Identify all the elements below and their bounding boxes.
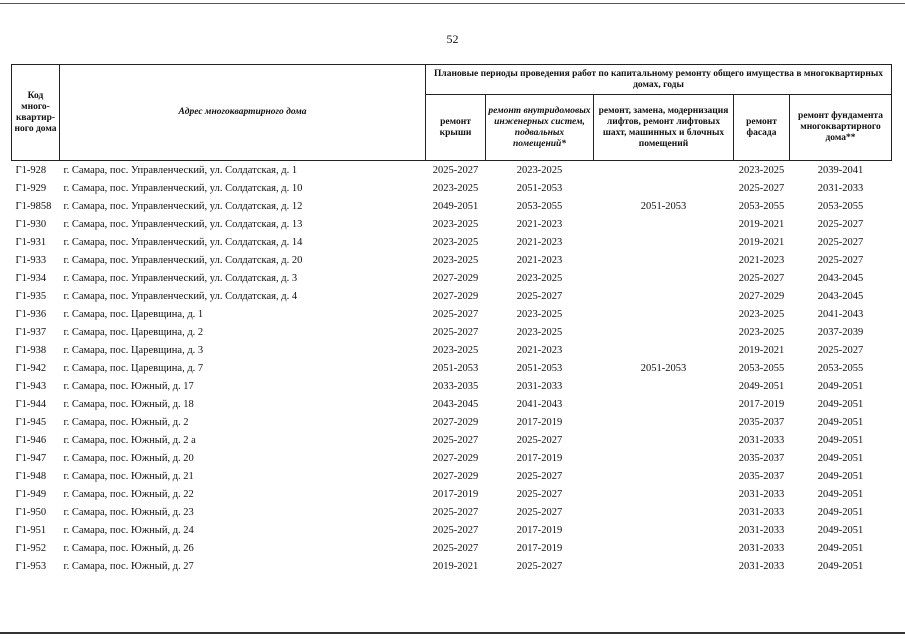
- row-foundation: 2049-2051: [817, 470, 864, 482]
- row-systems: 2021-2023: [516, 218, 563, 230]
- row-code: Г1-943: [15, 380, 47, 392]
- row-address: г. Самара, пос. Управленческий, ул. Солдатская, д. 12: [63, 200, 303, 212]
- row-systems: 2017-2019: [516, 416, 563, 428]
- row-roof: 2025-2027: [432, 506, 479, 518]
- row-facade: 2023-2025: [738, 308, 785, 320]
- header-systems: ремонт внутридомовых инженерных систем, подвальных помещений*: [486, 95, 594, 161]
- row-roof: 2025-2027: [432, 434, 479, 446]
- table-row: [12, 557, 892, 575]
- row-facade: 2031-2033: [738, 488, 785, 500]
- row-code: Г1-931: [15, 236, 47, 248]
- row-foundation: 2049-2051: [817, 488, 864, 500]
- row-foundation: 2049-2051: [817, 560, 864, 572]
- table-row: [12, 215, 892, 233]
- row-foundation: 2043-2045: [817, 290, 864, 302]
- table-row: [12, 341, 892, 359]
- header-code: Код много-квартир-ного дома: [12, 65, 60, 161]
- row-code: Г1-948: [15, 470, 47, 482]
- row-address: г. Самара, пос. Управленческий, ул. Солдатская, д. 3: [63, 272, 298, 284]
- row-foundation: 2049-2051: [817, 434, 864, 446]
- row-address: г. Самара, пос. Управленческий, ул. Солдатская, д. 10: [63, 182, 303, 194]
- table-row: [12, 395, 892, 413]
- table-row: [12, 359, 892, 377]
- bottom-rule: [0, 632, 905, 634]
- row-elevators: 2051-2053: [640, 362, 687, 374]
- table-row: [12, 539, 892, 557]
- row-roof: 2051-2053: [432, 362, 479, 374]
- row-systems: 2031-2033: [516, 380, 563, 392]
- row-facade: 2035-2037: [738, 470, 785, 482]
- row-code: Г1-946: [15, 434, 47, 446]
- row-elevators: [594, 179, 734, 197]
- row-foundation: 2049-2051: [817, 542, 864, 554]
- row-roof: 2023-2025: [432, 182, 479, 194]
- row-code: Г1-952: [15, 542, 47, 554]
- row-foundation: 2049-2051: [817, 452, 864, 464]
- row-foundation: 2049-2051: [817, 524, 864, 536]
- row-elevators: [594, 521, 734, 539]
- row-address: г. Самара, пос. Южный, д. 27: [63, 560, 194, 572]
- row-elevators: [594, 251, 734, 269]
- row-systems: 2023-2025: [516, 326, 563, 338]
- row-facade: 2031-2033: [738, 524, 785, 536]
- row-code: Г1-935: [15, 290, 47, 302]
- row-address: г. Самара, пос. Управленческий, ул. Солдатская, д. 14: [63, 236, 303, 248]
- table-row: [12, 161, 892, 180]
- row-elevators: [594, 377, 734, 395]
- row-elevators: [594, 305, 734, 323]
- row-address: г. Самара, пос. Управленческий, ул. Солдатская, д. 4: [63, 290, 298, 302]
- table-row: [12, 323, 892, 341]
- table-row: [12, 467, 892, 485]
- row-code: Г1-947: [15, 452, 47, 464]
- row-code: Г1-938: [15, 344, 47, 356]
- row-roof: 2027-2029: [432, 416, 479, 428]
- row-code: Г1-936: [15, 308, 47, 320]
- row-elevators: [594, 503, 734, 521]
- table-row: [12, 413, 892, 431]
- row-roof: 2025-2027: [432, 308, 479, 320]
- row-facade: 2053-2055: [738, 200, 785, 212]
- table-body: [12, 161, 892, 576]
- table-header: [12, 65, 892, 161]
- row-elevators: [594, 539, 734, 557]
- row-facade: 2019-2021: [738, 344, 785, 356]
- row-address: г. Самара, пос. Южный, д. 22: [63, 488, 194, 500]
- row-systems: 2021-2023: [516, 344, 563, 356]
- row-roof: 2043-2045: [432, 398, 479, 410]
- row-elevators: [594, 557, 734, 575]
- row-facade: 2031-2033: [738, 506, 785, 518]
- table-row: [12, 233, 892, 251]
- row-elevators: [594, 323, 734, 341]
- header-address: Адрес многоквартирного дома: [60, 65, 426, 161]
- row-systems: 2025-2027: [516, 290, 563, 302]
- table-row: [12, 251, 892, 269]
- table-row: [12, 179, 892, 197]
- row-code: Г1-944: [15, 398, 47, 410]
- table-row: [12, 521, 892, 539]
- row-systems: 2021-2023: [516, 254, 563, 266]
- row-foundation: 2043-2045: [817, 272, 864, 284]
- row-facade: 2019-2021: [738, 218, 785, 230]
- row-roof: 2025-2027: [432, 524, 479, 536]
- row-facade: 2025-2027: [738, 272, 785, 284]
- row-systems: 2023-2025: [516, 272, 563, 284]
- row-elevators: [594, 467, 734, 485]
- row-systems: 2025-2027: [516, 506, 563, 518]
- row-foundation: 2053-2055: [817, 200, 864, 212]
- table-row: [12, 269, 892, 287]
- row-address: г. Самара, пос. Южный, д. 18: [63, 398, 194, 410]
- row-foundation: 2025-2027: [817, 236, 864, 248]
- row-code: Г1-934: [15, 272, 47, 284]
- row-roof: 2023-2025: [432, 236, 479, 248]
- header-periods: Плановые периоды проведения работ по капитальному ремонту общего имущества в многоквартирных домах, годы: [426, 65, 892, 95]
- row-address: г. Самара, пос. Управленческий, ул. Солдатская, д. 13: [63, 218, 303, 230]
- top-rule: [0, 3, 905, 4]
- row-systems: 2051-2053: [516, 182, 563, 194]
- header-facade: ремонт фасада: [734, 95, 790, 161]
- row-facade: 2019-2021: [738, 236, 785, 248]
- row-roof: 2017-2019: [432, 488, 479, 500]
- row-address: г. Самара, пос. Управленческий, ул. Солдатская, д. 1: [63, 164, 298, 176]
- row-roof: 2027-2029: [432, 470, 479, 482]
- row-roof: 2025-2027: [432, 326, 479, 338]
- row-elevators: [594, 395, 734, 413]
- row-facade: 2025-2027: [738, 182, 785, 194]
- row-foundation: 2031-2033: [817, 182, 864, 194]
- row-roof: 2049-2051: [432, 200, 479, 212]
- row-roof: 2027-2029: [432, 290, 479, 302]
- row-code: Г1-933: [15, 254, 47, 266]
- row-foundation: 2053-2055: [817, 362, 864, 374]
- row-code: Г1-9858: [15, 200, 52, 212]
- row-foundation: 2049-2051: [817, 398, 864, 410]
- row-systems: 2025-2027: [516, 470, 563, 482]
- page-number: 52: [446, 32, 459, 46]
- row-foundation: 2025-2027: [817, 344, 864, 356]
- row-facade: 2021-2023: [738, 254, 785, 266]
- row-roof: 2027-2029: [432, 272, 479, 284]
- row-code: Г1-928: [15, 164, 47, 176]
- row-elevators: [594, 449, 734, 467]
- header-foundation: ремонт фундамента многоквартирного дома**: [790, 95, 892, 161]
- row-code: Г1-930: [15, 218, 47, 230]
- row-systems: 2023-2025: [516, 164, 563, 176]
- row-facade: 2017-2019: [738, 398, 785, 410]
- row-address: г. Самара, пос. Южный, д. 24: [63, 524, 194, 536]
- row-foundation: 2037-2039: [817, 326, 864, 338]
- row-code: Г1-937: [15, 326, 47, 338]
- row-facade: 2031-2033: [738, 560, 785, 572]
- row-roof: 2025-2027: [432, 542, 479, 554]
- row-code: Г1-953: [15, 560, 47, 572]
- row-facade: 2035-2037: [738, 452, 785, 464]
- row-code: Г1-942: [15, 362, 47, 374]
- row-elevators: [594, 161, 734, 180]
- row-address: г. Самара, пос. Южный, д. 23: [63, 506, 194, 518]
- row-systems: 2017-2019: [516, 452, 563, 464]
- row-address: г. Самара, пос. Царевщина, д. 3: [63, 344, 204, 356]
- row-elevators: [594, 269, 734, 287]
- row-address: г. Самара, пос. Царевщина, д. 7: [63, 362, 204, 374]
- row-roof: 2027-2029: [432, 452, 479, 464]
- row-facade: 2035-2037: [738, 416, 785, 428]
- row-address: г. Самара, пос. Южный, д. 26: [63, 542, 194, 554]
- row-systems: 2041-2043: [516, 398, 563, 410]
- row-code: Г1-951: [15, 524, 47, 536]
- row-address: г. Самара, пос. Управленческий, ул. Солдатская, д. 20: [63, 254, 303, 266]
- row-address: г. Самара, пос. Южный, д. 2 а: [63, 434, 196, 446]
- row-roof: 2023-2025: [432, 254, 479, 266]
- header-elevators: ремонт, замена, модернизация лифтов, ремонт лифтовых шахт, машинных и блочных помещений: [594, 95, 734, 161]
- header-roof: ремонт крыши: [426, 95, 486, 161]
- row-systems: 2025-2027: [516, 560, 563, 572]
- repair-schedule-table: [11, 64, 892, 575]
- row-roof: 2019-2021: [432, 560, 479, 572]
- table-row: [12, 431, 892, 449]
- row-roof: 2023-2025: [432, 218, 479, 230]
- row-systems: 2023-2025: [516, 308, 563, 320]
- row-systems: 2025-2027: [516, 434, 563, 446]
- row-facade: 2023-2025: [738, 326, 785, 338]
- row-address: г. Самара, пос. Южный, д. 21: [63, 470, 194, 482]
- row-code: Г1-950: [15, 506, 47, 518]
- row-roof: 2033-2035: [432, 380, 479, 392]
- row-address: г. Самара, пос. Южный, д. 20: [63, 452, 194, 464]
- row-facade: 2031-2033: [738, 434, 785, 446]
- row-foundation: 2049-2051: [817, 506, 864, 518]
- table-row: [12, 197, 892, 215]
- row-code: Г1-929: [15, 182, 47, 194]
- row-facade: 2023-2025: [738, 164, 785, 176]
- row-systems: 2017-2019: [516, 524, 563, 536]
- table-row: [12, 449, 892, 467]
- row-foundation: 2041-2043: [817, 308, 864, 320]
- row-systems: 2025-2027: [516, 488, 563, 500]
- row-elevators: [594, 215, 734, 233]
- row-facade: 2027-2029: [738, 290, 785, 302]
- row-foundation: 2025-2027: [817, 218, 864, 230]
- table-row: [12, 503, 892, 521]
- row-foundation: 2049-2051: [817, 416, 864, 428]
- row-facade: 2049-2051: [738, 380, 785, 392]
- table-row: [12, 377, 892, 395]
- row-facade: 2053-2055: [738, 362, 785, 374]
- table-row: [12, 485, 892, 503]
- row-code: Г1-945: [15, 416, 47, 428]
- row-systems: 2053-2055: [516, 200, 563, 212]
- row-systems: 2021-2023: [516, 236, 563, 248]
- row-elevators: [594, 413, 734, 431]
- table-row: [12, 305, 892, 323]
- row-elevators: [594, 341, 734, 359]
- row-elevators: [594, 431, 734, 449]
- row-elevators: [594, 233, 734, 251]
- row-systems: 2017-2019: [516, 542, 563, 554]
- row-elevators: 2051-2053: [640, 200, 687, 212]
- row-foundation: 2039-2041: [817, 164, 864, 176]
- row-foundation: 2049-2051: [817, 380, 864, 392]
- row-address: г. Самара, пос. Южный, д. 17: [63, 380, 194, 392]
- row-code: Г1-949: [15, 488, 47, 500]
- row-address: г. Самара, пос. Царевщина, д. 2: [63, 326, 204, 338]
- row-elevators: [594, 287, 734, 305]
- row-roof: 2023-2025: [432, 344, 479, 356]
- row-address: г. Самара, пос. Царевщина, д. 1: [63, 308, 204, 320]
- row-systems: 2051-2053: [516, 362, 563, 374]
- row-address: г. Самара, пос. Южный, д. 2: [63, 416, 189, 428]
- row-facade: 2031-2033: [738, 542, 785, 554]
- row-foundation: 2025-2027: [817, 254, 864, 266]
- row-roof: 2025-2027: [432, 164, 479, 176]
- table-row: [12, 287, 892, 305]
- row-elevators: [594, 485, 734, 503]
